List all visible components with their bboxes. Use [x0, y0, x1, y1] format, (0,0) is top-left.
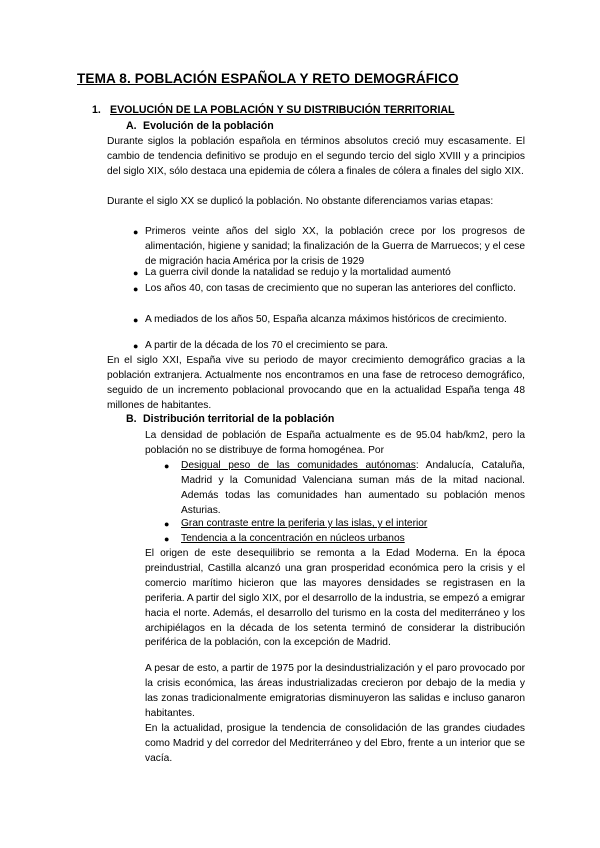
paragraph: Durante el siglo XX se duplicó la población. No obstante diferenciamos varias etapas: — [107, 196, 494, 207]
list-item-heading: Gran contraste entre la periferia y las islas, y el interior — [181, 518, 428, 529]
bullet-icon: ● — [133, 227, 139, 237]
subsection-b-title: Distribución territorial de la población — [143, 413, 335, 425]
paragraph: Durante siglos la población española en términos absolutos creció muy escasamente. El cambio de tendencia definitivo se produjo en el segundo tercio del siglo XVIII y a principios del siglo XIX, sólo destaca una epidemia de cólera a finales de cólera a finales del siglo XIX. — [107, 136, 525, 177]
paragraph: El origen de este desequilibrio se remonta a la Edad Moderna. En la época preindustrial, Castilla alcanzó una gran prosperidad económica pero la crisis y el comercio marítimo hicieron que las mayores densidades se registrasen en la periferia. A partir del siglo XIX, por el desarrollo de la industria, se empezó a emigrar hacia el norte. Además, el desarrollo del turismo en la costa del mediterráneo y los archipiélagos en la década de los setenta terminó de considerar la distribución periférica de la población, con la excepción de Madrid. — [145, 548, 525, 649]
list-item: La guerra civil donde la natalidad se redujo y la mortalidad aumentó — [145, 267, 451, 278]
document-title: TEMA 8. POBLACIÓN ESPAÑOLA Y RETO DEMOGRÁFICO — [77, 71, 459, 86]
bullet-icon: ● — [133, 315, 139, 325]
list-item-heading: Desigual peso de las comunidades autónomas — [181, 460, 416, 471]
list-item — [181, 532, 525, 547]
paragraph: A pesar de esto, a partir de 1975 por la desindustrialización y el paro provocado por la crisis económica, las áreas industrializadas crecieron por debajo de la media y las zonas tradicionalmente emigratorias disminuyeron las salidas e incluso ganaron habitantes. — [145, 663, 525, 719]
paragraph: En la actualidad, prosigue la tendencia de consolidación de las grandes ciudades como Madrid y del corredor del Medriterráneo y del Ebro, frente a un interior que se vacía. — [145, 723, 525, 764]
list-item: A partir de la década de los 70 el crecimiento se para. — [145, 340, 388, 351]
list-item — [181, 459, 525, 519]
section-number: 1. — [92, 104, 101, 116]
paragraph: En el siglo XXI, España vive su periodo de mayor crecimiento demográfico gracias a la población extranjera. Actualmente nos encontramos en una fase de retroceso demográfico, seguido de un incremento poblacional provocando que en la actualidad España tenga 48 millones de habitantes. — [107, 355, 525, 411]
bullet-icon: ● — [133, 268, 139, 278]
section-title: EVOLUCIÓN DE LA POBLACIÓN Y SU DISTRIBUCIÓN TERRITORIAL — [110, 104, 455, 116]
list-item: Primeros veinte años del siglo XX, la población crece por los progresos de alimentación, higiene y sanidad; la finalización de la Guerra de Marruecos; y el cese de migración hacia América por la crisis de 1929 — [145, 226, 525, 267]
list-item: A mediados de los años 50, España alcanza máximos históricos de crecimiento. — [145, 314, 507, 325]
list-item: Los años 40, con tasas de crecimiento que no superan las anteriores del conflicto. — [145, 283, 516, 294]
subsection-a-title: Evolución de la población — [143, 120, 274, 132]
subsection-a-letter: A. — [126, 120, 137, 132]
bullet-icon: ● — [164, 461, 170, 471]
paragraph: La densidad de población de España actualmente es de 95.04 hab/km2, pero la población no se distribuye de forma homogénea. Por — [145, 430, 525, 456]
bullet-icon: ● — [133, 341, 139, 351]
list-item-text: : Andalucía, Cataluña, Madrid y la Comunidad Valenciana suman más de la mitad nacional. Además todas las comunidades han aumentado su población menos Asturias. — [181, 460, 525, 516]
bullet-icon: ● — [164, 519, 170, 529]
list-item-heading: Tendencia a la concentración en núcleos urbanos — [181, 533, 405, 544]
bullet-icon: ● — [133, 284, 139, 294]
list-item — [181, 517, 525, 532]
subsection-b-letter: B. — [126, 413, 137, 425]
bullet-icon: ● — [164, 534, 170, 544]
